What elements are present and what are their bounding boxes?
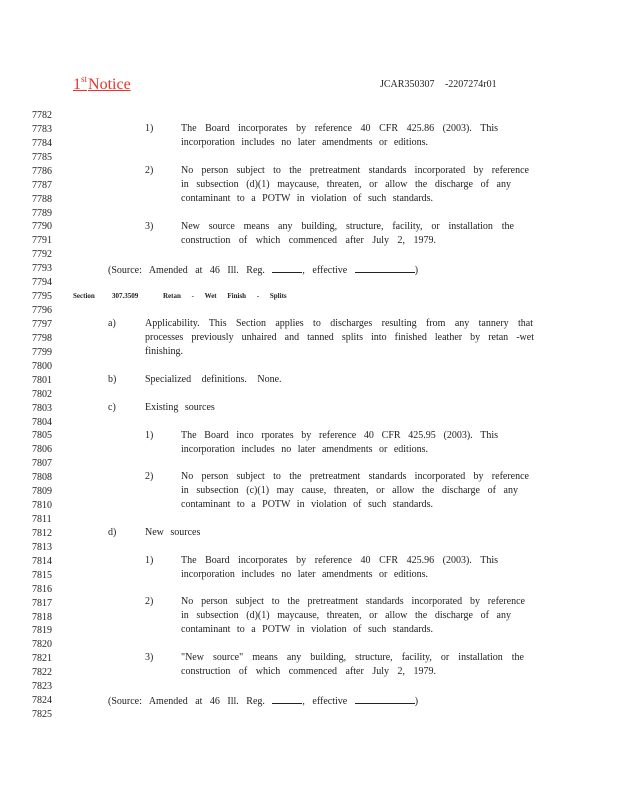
line-number: 7810: [32, 500, 52, 511]
line-number: 7817: [32, 597, 52, 609]
line-number: 7820: [32, 639, 52, 651]
subsection-text-line: Specialized definitions. None.: [145, 374, 282, 385]
item-text-line: The Board inco rporates by reference 40 CFR 425.95 (2003). This: [181, 430, 498, 441]
line-number: 7809: [32, 486, 52, 498]
section-title: Retan - Wet Finish - Splits: [163, 292, 287, 300]
item-text-line: in subsection (d)(1) maycause, threaten, or allow the discharge of any: [181, 179, 511, 190]
item-text-line: incorporation includes no later amendments or editions.: [181, 444, 428, 455]
register-blank: [272, 262, 302, 273]
item-label: 1): [145, 430, 154, 441]
item-label: 1): [145, 555, 154, 566]
item-text-line: construction of which commenced after July 2, 1979.: [181, 235, 436, 246]
line-number: 7786: [32, 165, 52, 177]
item-text-line: The Board incorporates by reference 40 CFR 425.86 (2003). This: [181, 123, 498, 134]
source-note: (Source: Amended at 46 Ill. Reg. , effective ): [108, 262, 418, 278]
line-number: 7815: [32, 569, 52, 581]
line-number: 7801: [32, 374, 52, 386]
item-text-line: incorporation includes no later amendments or editions.: [181, 569, 428, 580]
subsection-label: b): [108, 374, 117, 385]
line-number: 7797: [32, 318, 52, 330]
line-number: 7811: [32, 514, 52, 525]
line-number: 7794: [32, 277, 52, 289]
line-number: 7805: [32, 430, 52, 442]
line-number: 7814: [32, 555, 52, 567]
subsection-label: a): [108, 318, 116, 329]
line-number: 7796: [32, 305, 52, 316]
item-label: 3): [145, 652, 154, 663]
subsection-label: d): [108, 527, 117, 538]
item-text-line: New source means any building, structure, facility, or installation the: [181, 221, 514, 232]
line-number: 7799: [32, 346, 52, 358]
item-text-line: contaminant to a POTW in violation of such standards.: [181, 193, 434, 204]
line-number: 7783: [32, 123, 52, 135]
line-number: 7782: [32, 110, 52, 121]
item-label: 3): [145, 221, 154, 232]
item-text-line: No person subject to the pretreatment standards incorporated by reference: [181, 471, 529, 482]
register-blank: [272, 693, 302, 704]
line-number: 7803: [32, 402, 52, 414]
item-label: 2): [145, 596, 154, 607]
line-number: 7818: [32, 611, 52, 623]
line-number: 7819: [32, 625, 52, 637]
subsection-heading: Existing sources: [145, 402, 215, 413]
line-number: 7808: [32, 472, 52, 484]
line-number: 7784: [32, 137, 52, 149]
line-number: 7793: [32, 263, 52, 275]
line-number: 7813: [32, 541, 52, 553]
line-number: 7795: [32, 291, 52, 303]
line-number: 7790: [32, 221, 52, 233]
subsection-text-line: finishing.: [145, 346, 184, 357]
item-text-line: The Board incorporates by reference 40 CFR 425.96 (2003). This: [181, 555, 498, 566]
item-text-line: contaminant to a POTW in violation of such standards.: [181, 499, 434, 510]
item-text-line: No person subject to the pretreatment standards incorporated by reference: [181, 165, 529, 176]
line-number: 7822: [32, 667, 52, 679]
item-text-line: contaminant to a POTW in violation of such standards.: [181, 624, 434, 635]
line-number: 7802: [32, 388, 52, 400]
line-number: 7785: [32, 151, 52, 163]
line-number: 7812: [32, 527, 52, 539]
line-number: 7824: [32, 695, 52, 707]
document-id: JCAR350307 -2207274r01: [380, 79, 497, 90]
item-text-line: construction of which commenced after July 2, 1979.: [181, 666, 436, 677]
item-text-line: "New source" means any building, structure, facility, or installation the: [181, 652, 524, 663]
line-number: 7825: [32, 709, 52, 720]
effective-date-blank: [355, 693, 415, 704]
subsection-label: c): [108, 402, 116, 413]
item-text-line: No person subject to the pretreatment standards incorporated by reference: [181, 596, 525, 607]
effective-date-blank: [355, 262, 415, 273]
item-text-line: incorporation includes no later amendments or editions.: [181, 137, 428, 148]
item-label: 1): [145, 123, 154, 134]
line-number: 7804: [32, 416, 52, 428]
line-number: 7791: [32, 235, 52, 247]
section-word: Section: [73, 292, 95, 300]
closing-source-note: (Source: Amended at 46 Ill. Reg. , effective ): [108, 693, 418, 709]
line-number: 7816: [32, 583, 52, 595]
line-number: 7821: [32, 653, 52, 665]
line-number: 7806: [32, 444, 52, 456]
item-text-line: in subsection (c)(1) may cause, threaten, or allow the discharge of any: [181, 485, 518, 496]
line-number: 7789: [32, 207, 52, 219]
line-number: 7823: [32, 681, 52, 693]
section-number: 307.3509: [112, 292, 139, 300]
line-number: 7792: [32, 249, 52, 261]
item-label: 2): [145, 165, 154, 176]
subsection-heading: New sources: [145, 527, 201, 538]
notice-heading: 1stNotice: [73, 74, 131, 93]
line-number: 7798: [32, 332, 52, 344]
subsection-text-line: processes previously unhaired and tanned splits into finished leather by retan -wet: [145, 332, 534, 343]
item-label: 2): [145, 471, 154, 482]
line-number: 7787: [32, 179, 52, 191]
line-number: 7788: [32, 193, 52, 205]
item-text-line: in subsection (d)(1) maycause, threaten, or allow the discharge of any: [181, 610, 511, 621]
line-number: 7807: [32, 458, 52, 470]
line-number: 7800: [32, 360, 52, 372]
subsection-text-line: Applicability. This Section applies to discharges resulting from any tannery that: [145, 318, 533, 329]
